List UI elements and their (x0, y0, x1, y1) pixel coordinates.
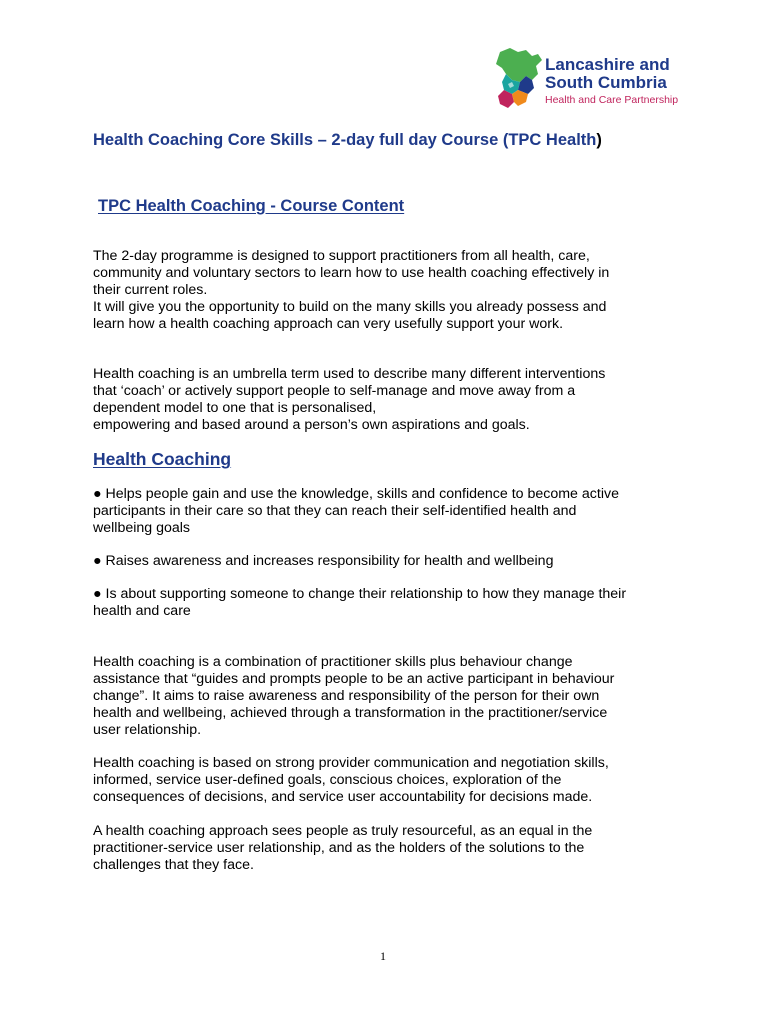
text-line: A health coaching approach sees people as truly resourceful, as an equal in the (93, 823, 593, 839)
logo-name-line2: South Cumbria (545, 73, 667, 92)
text-line: learn how a health coaching approach can very usefully support your work. (93, 316, 564, 332)
resourceful-paragraph (93, 823, 693, 874)
text-line: their current roles. (93, 282, 208, 298)
page-number: 1 (380, 949, 386, 963)
combination-paragraph (93, 654, 693, 739)
text-line: challenges that they face. (93, 857, 254, 873)
section-heading-health-coaching: Health Coaching (93, 449, 232, 469)
text-line: health and care (93, 603, 191, 619)
bullet-item (93, 586, 693, 620)
intro-paragraph (93, 248, 693, 333)
organisation-logo (492, 46, 692, 110)
text-line: Health coaching is an umbrella term used to describe many different interventions (93, 366, 606, 382)
text-line: assistance that “guides and prompts people to be an active participant in behaviour (93, 671, 615, 687)
text-line: change”. It aims to raise awareness and responsibility of the person for their own (93, 688, 600, 704)
text-line: ● Raises awareness and increases responsibility for health and wellbeing (93, 553, 554, 569)
logo-tagline: Health and Care Partnership (545, 94, 679, 106)
text-line: It will give you the opportunity to build on the many skills you already possess and (93, 299, 607, 315)
logo-name-line1: Lancashire and (545, 55, 670, 74)
text-line: participants in their care so that they can reach their self-identified health and (93, 503, 577, 519)
text-line: consequences of decisions, and service user accountability for decisions made. (93, 789, 593, 805)
text-line: empowering and based around a person’s own aspirations and goals. (93, 417, 530, 433)
text-line: The 2-day programme is designed to support practitioners from all health, care, (93, 248, 590, 264)
title-close-paren: ) (596, 131, 602, 149)
umbrella-term-paragraph (93, 366, 693, 434)
region-map-icon (492, 46, 544, 110)
text-line: informed, service user-defined goals, conscious choices, exploration of the (93, 772, 562, 788)
document-title (93, 131, 602, 150)
text-line: community and voluntary sectors to learn how to use health coaching effectively in (93, 265, 610, 281)
text-line: practitioner-service user relationship, and as the holders of the solutions to the (93, 840, 585, 856)
text-line: wellbeing goals (93, 520, 191, 536)
text-line: Health coaching is a combination of practitioner skills plus behaviour change (93, 654, 573, 670)
text-line: that ‘coach’ or actively support people to self-manage and move away from a (93, 383, 576, 399)
text-line: dependent model to one that is personalised, (93, 400, 377, 416)
text-line: health and wellbeing, achieved through a transformation in the practitioner/service (93, 705, 608, 721)
bullet-item (93, 486, 693, 537)
bullet-item (93, 553, 693, 570)
communication-paragraph (93, 755, 693, 806)
text-line: ● Is about supporting someone to change their relationship to how they manage their (93, 586, 627, 602)
text-line: ● Helps people gain and use the knowledge, skills and confidence to become active (93, 486, 619, 502)
text-line: Health coaching is based on strong provider communication and negotiation skills, (93, 755, 609, 771)
text-line: user relationship. (93, 722, 202, 738)
title-text: Health Coaching Core Skills – 2-day full day Course (TPC Health (93, 131, 597, 149)
section-heading-course-content: TPC Health Coaching - Course Content (98, 197, 405, 215)
